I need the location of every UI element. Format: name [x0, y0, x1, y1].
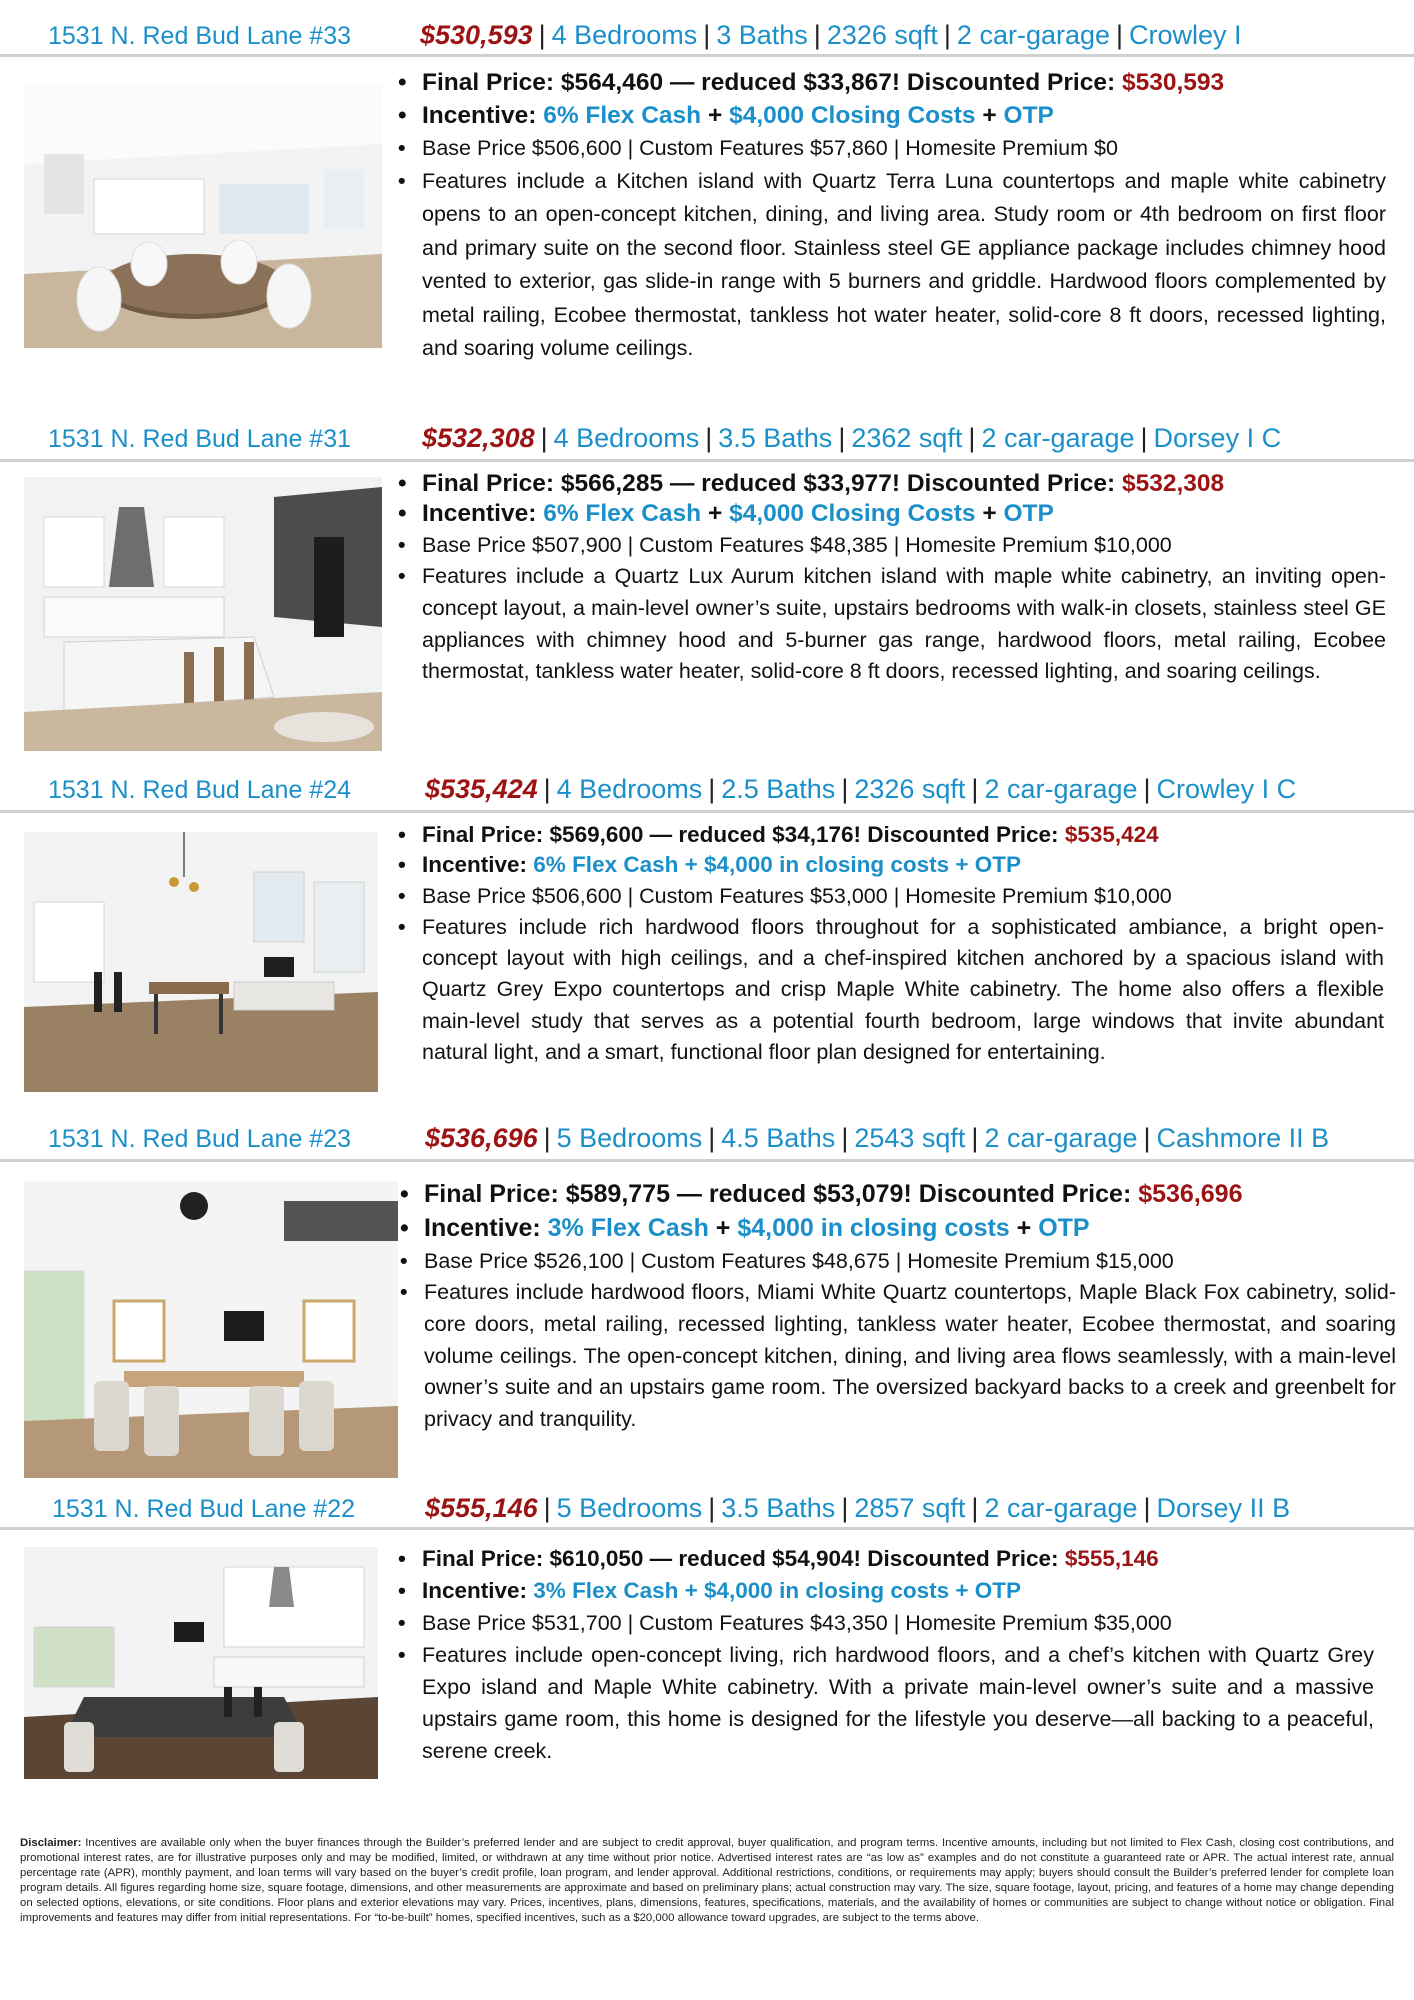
discounted-price: $535,424 [1064, 822, 1159, 847]
incentive-details: 6% Flex Cash + $4,000 in closing costs + OTP [533, 852, 1022, 877]
plus-sign: + [707, 500, 723, 527]
baths: 3.5 Baths [721, 1493, 836, 1523]
baths: 3 Baths [716, 20, 808, 50]
discounted-price: $555,146 [1064, 1546, 1159, 1571]
final-price-label: Final Price: $610,050 — reduced $54,904! Discounted Price: [422, 1546, 1059, 1571]
garage: 2 car-garage [984, 1493, 1138, 1523]
base-price-line: • Base Price $531,700 | Custom Features $43,350 | Homesite Premium $35,000 [394, 1607, 1374, 1639]
bedrooms: 4 Bedrooms [556, 774, 703, 804]
discounted-price: $536,696 [1138, 1180, 1243, 1208]
header-rule [0, 459, 1414, 462]
floor-plan: Cashmore II B [1156, 1123, 1330, 1153]
listing-summary: $535,424 | 4 Bedrooms | 2.5 Baths | 2326 sqft | 2 car-garage | Crowley I C [425, 774, 1297, 804]
sqft: 2326 sqft [826, 20, 938, 50]
final-price-line [394, 1543, 1374, 1575]
dining-room-photo [24, 1181, 398, 1478]
listing-23 [0, 1121, 1414, 1432]
listing-price: $555,146 [425, 1493, 538, 1523]
kitchen-photo [24, 84, 382, 348]
header-rule [0, 54, 1414, 57]
listing-details [394, 1543, 1374, 1767]
kitchen-photo [24, 477, 382, 751]
features-text: • Features include a Kitchen island with Quartz Terra Luna countertops and maple white cabinetry opens to an open-concept kitchen, dining, and living area. Study room or 4th bedroom on first floor and primary suite on the second floor. Stainless steel GE appliance package includes chimney hood vented to exterior, gas slide-in range with 5 burners and griddle. Hardwood floors complemented by metal railing, Ecobee thermostat, tankless hot water heater, solid-core 8 ft doors, recessed lighting, and soaring volume ceilings. [394, 165, 1386, 365]
listing-summary: $555,146 | 5 Bedrooms | 3.5 Baths | 2857 sqft | 2 car-garage | Dorsey II B [425, 1493, 1291, 1523]
floor-plan: Crowley I [1129, 20, 1242, 50]
otp: OTP [1038, 1214, 1090, 1242]
bedrooms: 5 Bedrooms [556, 1123, 703, 1153]
kitchen-dining-photo [24, 1547, 378, 1779]
incentive-line [396, 1211, 1396, 1245]
listing-address: 1531 N. Red Bud Lane #22 [52, 1495, 356, 1523]
plus-sign: + [707, 102, 723, 129]
listing-header [0, 1491, 1414, 1525]
closing-costs: $4,000 in closing costs [737, 1214, 1010, 1242]
listing-price: $532,308 [422, 423, 535, 453]
bedrooms: 4 Bedrooms [553, 423, 700, 453]
incentive-line [394, 99, 1386, 132]
sqft: 2543 sqft [854, 1123, 966, 1153]
final-price-label: Final Price: $564,460 — reduced $33,867! Discounted Price: [422, 69, 1116, 96]
flex-cash: 3% Flex Cash [547, 1214, 709, 1242]
sqft: 2326 sqft [854, 774, 966, 804]
listing-24 [0, 772, 1414, 1064]
floor-plan: Crowley I C [1156, 774, 1297, 804]
baths: 4.5 Baths [721, 1123, 836, 1153]
final-price-line [394, 66, 1386, 99]
plus-sign: + [1016, 1214, 1032, 1242]
features-text: • Features include rich hardwood floors throughout for a sophisticated ambiance, a bright open-concept layout with high ceilings, and a chef-inspired kitchen anchored by a spacious island with Quartz Grey Expo countertops and crisp Maple White cabinetry. The home also offers a flexible main-level study that serves as a potential fourth bedroom, large windows that invite abundant natural light, and a smart, functional floor plan designed for entertaining. [394, 912, 1384, 1068]
incentive-label: Incentive: [422, 852, 528, 877]
listing-header [0, 18, 1414, 52]
listing-header [0, 772, 1414, 806]
sqft: 2362 sqft [851, 423, 963, 453]
disclaimer [20, 1836, 1394, 1926]
base-price-line: • Base Price $526,100 | Custom Features $48,675 | Homesite Premium $15,000 [396, 1245, 1396, 1277]
plus-sign: + [982, 102, 997, 129]
closing-costs: $4,000 Closing Costs [729, 500, 976, 527]
listing-details [394, 469, 1386, 688]
header-rule [0, 1159, 1414, 1162]
garage: 2 car-garage [956, 20, 1111, 50]
incentive-line [394, 850, 1384, 880]
incentive-details: 3% Flex Cash + $4,000 in closing costs + OTP [533, 1578, 1022, 1603]
incentive-label: Incentive: [422, 500, 537, 527]
living-room-photo [24, 832, 378, 1092]
incentive-label: Incentive: [424, 1214, 541, 1242]
features-text: • Features include hardwood floors, Miami White Quartz countertops, Maple Black Fox cabinetry, solid-core doors, metal railing, recessed lighting, tankless water heater, Ecobee thermostat, and soaring volume ceilings. The open-concept kitchen, dining, and living area flows seamlessly, with a main-level owner’s suite and an upstairs game room. The oversized backyard backs to a creek and greenbelt for privacy and tranquility. [396, 1277, 1396, 1436]
final-price-label: Final Price: $566,285 — reduced $33,977! Discounted Price: [422, 470, 1116, 497]
plus-sign: + [715, 1214, 731, 1242]
final-price-line [396, 1177, 1396, 1211]
listing-header [0, 421, 1414, 455]
header-rule [0, 1527, 1414, 1530]
closing-costs: $4,000 Closing Costs [729, 102, 976, 129]
disclaimer-text: Incentives are available only when the buyer finances through the Builder’s preferred lender and are subject to credit approval, buyer qualification, and program terms. Incentive amounts, including but not limited to Flex Cash, closing cost contributions, and promotional interest rates, are for illustrative purposes only and may be modified, limited, or withdrawn at any time without prior notice. Advertised interest rates are “as low as” examples and do not constitute a guaranteed rate or APR. The actual interest rate, annual percentage rate (APR), monthly payment, and loan terms will vary based on the buyer’s credit profile, loan program, and lender approval. Additional restrictions, conditions, or requirements may apply; buyers should consult the Builder’s preferred lender for complete loan program details. All figures regarding home size, square footage, dimensions, and other measurements are approximate and based on preliminary plans; actual construction may vary. The size, square footage, layout, pricing, and features of a home may change depending on selected options, elevations, or site conditions. Floor plans and exterior elevations may vary. Prices, incentives, plans, dimensions, features, specifications, materials, and the availability of homes or communities are subject to change without notice or obligation. Final improvements and features may differ from initial representations. For “to-be-built” homes, specified incentives, such as a $20,000 allowance toward upgrades, are subject to the terms above. [20, 1837, 1394, 1924]
listing-31 [0, 421, 1414, 684]
incentive-label: Incentive: [422, 102, 537, 129]
listing-address: 1531 N. Red Bud Lane #33 [48, 22, 352, 50]
bedrooms: 5 Bedrooms [556, 1493, 703, 1523]
features-text: • Features include open-concept living, rich hardwood floors, and a chef’s kitchen with Quartz Grey Expo island and Maple White cabinetry. With a private main-level owner’s suite and a massive upstairs game room, this home is designed for the lifestyle you deserve—all backing to a peaceful, serene creek. [394, 1639, 1374, 1767]
header-rule [0, 810, 1414, 813]
flex-cash: 6% Flex Cash [543, 102, 702, 129]
floor-plan: Dorsey II B [1156, 1493, 1291, 1523]
listing-33 [0, 18, 1414, 361]
otp: OTP [1003, 500, 1054, 527]
listing-header [0, 1121, 1414, 1155]
listing-details [394, 820, 1384, 1068]
baths: 2.5 Baths [721, 774, 836, 804]
bedrooms: 4 Bedrooms [551, 20, 698, 50]
final-price-line [394, 820, 1384, 850]
garage: 2 car-garage [981, 423, 1135, 453]
plus-sign: + [982, 500, 997, 527]
listing-summary: $532,308 | 4 Bedrooms | 3.5 Baths | 2362 sqft | 2 car-garage | Dorsey I C [422, 423, 1282, 453]
listing-summary: $530,593 | 4 Bedrooms | 3 Baths | 2326 sqft | 2 car-garage | Crowley I [420, 20, 1242, 50]
listing-price: $536,696 [425, 1123, 538, 1153]
features-text: • Features include a Quartz Lux Aurum kitchen island with maple white cabinetry, an inviting open-concept layout, a main-level owner’s suite, upstairs bedrooms with walk-in closets, stainless steel GE appliances with chimney hood and 5-burner gas range, hardwood floors, metal railing, Ecobee thermostat, tankless water heater, solid-core 8 ft doors, recessed lighting, and soaring ceilings. [394, 561, 1386, 688]
sqft: 2857 sqft [854, 1493, 966, 1523]
base-price-line: • Base Price $507,900 | Custom Features $48,385 | Homesite Premium $10,000 [394, 529, 1386, 561]
final-price-label: Final Price: $569,600 — reduced $34,176! Discounted Price: [422, 822, 1059, 847]
disclaimer-label: Disclaimer: [20, 1837, 82, 1849]
incentive-label: Incentive: [422, 1578, 528, 1603]
discounted-price: $530,593 [1121, 69, 1225, 96]
final-price-line [394, 469, 1386, 499]
floor-plan: Dorsey I C [1153, 423, 1282, 453]
listing-22 [0, 1491, 1414, 1763]
final-price-label: Final Price: $589,775 — reduced $53,079! Discounted Price: [424, 1180, 1132, 1208]
listing-address: 1531 N. Red Bud Lane #31 [48, 425, 352, 453]
listing-address: 1531 N. Red Bud Lane #24 [48, 776, 352, 804]
garage: 2 car-garage [984, 774, 1138, 804]
listing-price: $530,593 [420, 20, 533, 50]
baths: 3.5 Baths [718, 423, 833, 453]
listing-summary: $536,696 | 5 Bedrooms | 4.5 Baths | 2543 sqft | 2 car-garage | Cashmore II B [425, 1123, 1330, 1153]
listing-price: $535,424 [425, 774, 538, 804]
listing-details [394, 66, 1386, 365]
otp: OTP [1003, 102, 1054, 129]
listing-address: 1531 N. Red Bud Lane #23 [48, 1125, 352, 1153]
base-price-line: • Base Price $506,600 | Custom Features $57,860 | Homesite Premium $0 [394, 132, 1386, 165]
garage: 2 car-garage [984, 1123, 1138, 1153]
listing-details [396, 1177, 1396, 1436]
flex-cash: 6% Flex Cash [543, 500, 702, 527]
discounted-price: $532,308 [1121, 470, 1225, 497]
base-price-line: • Base Price $506,600 | Custom Features $53,000 | Homesite Premium $10,000 [394, 880, 1384, 912]
incentive-line [394, 499, 1386, 529]
incentive-line [394, 1575, 1374, 1607]
